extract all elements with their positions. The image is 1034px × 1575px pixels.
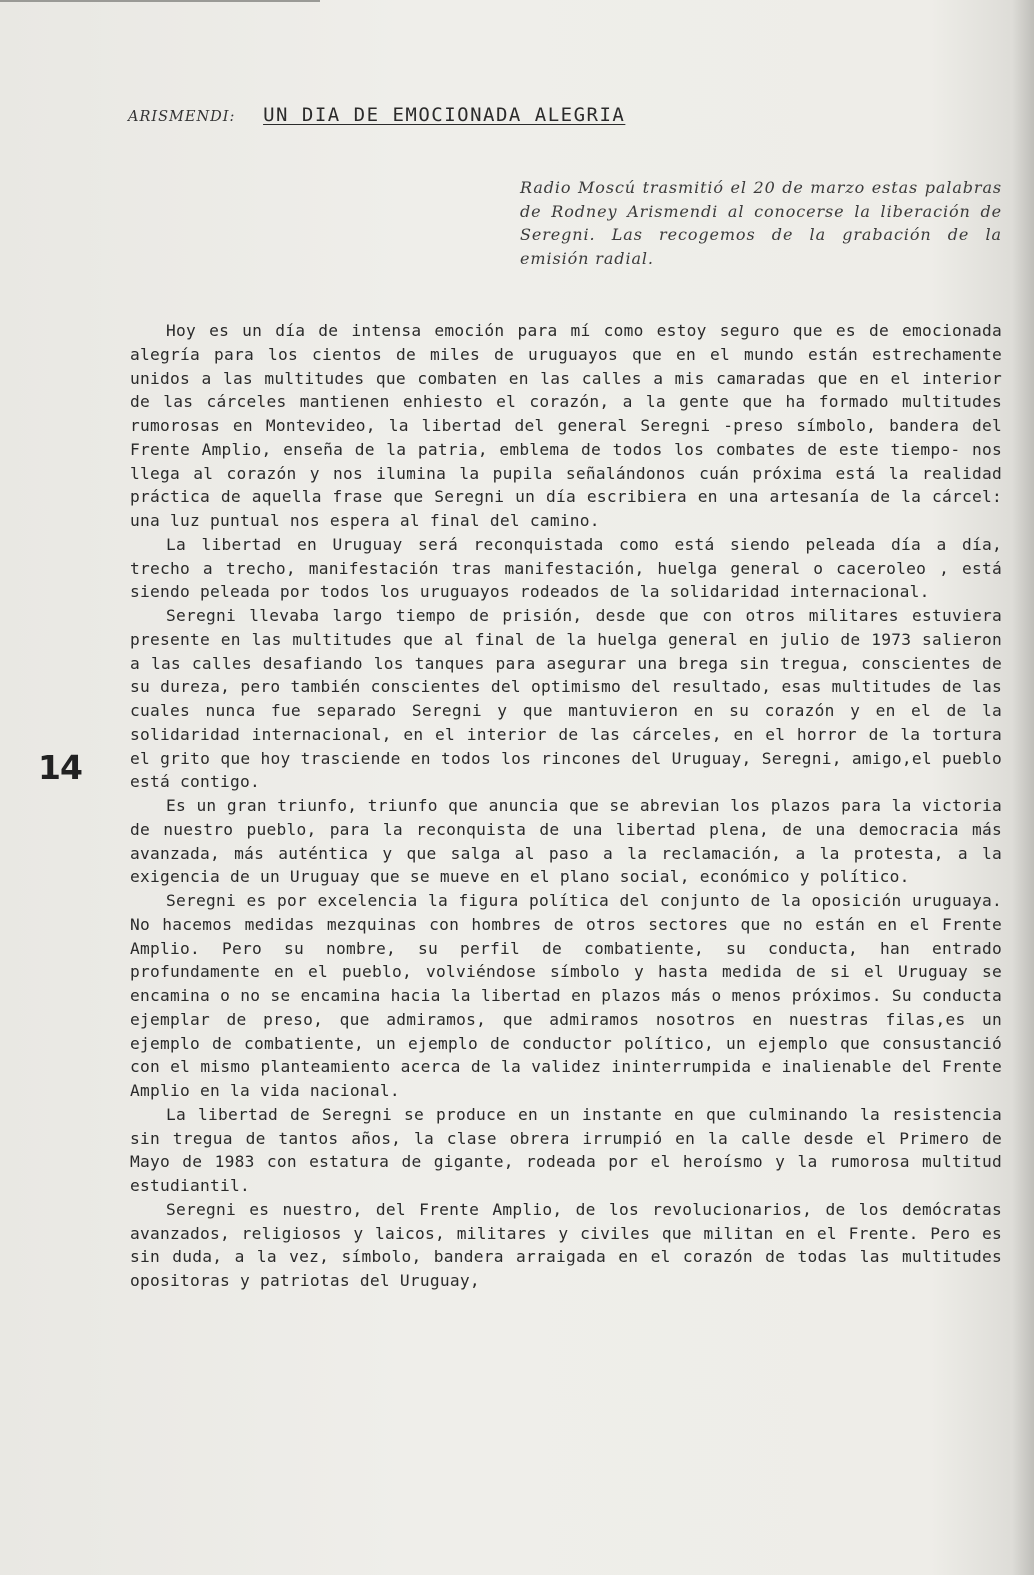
top-rule — [0, 0, 320, 2]
paragraph: Seregni es por excelencia la figura política del conjunto de la oposición uruguaya. No hacemos medidas mezquinas con hombres de otros sectores que no están en el Frente Amplio. Pero su nombre, su perfil de combatiente, su conducta, han entrado profundamente en el pueblo, volviéndose símbolo y hasta medida de si el Uruguay se encamina o no se encamina hacia la libertad en plazos más o menos próximos. Su conducta ejemplar de preso, que admiramos, que admiramos nosotros en nuestras filas,es un ejemplo de combatiente, un ejemplo de conductor político, un ejemplo que consustanció con el mismo planteamiento acerca de la validez ininterrumpida e inalienable del Frente Amplio en la vida nacional. — [130, 891, 1002, 1100]
article-title: UN DIA DE EMOCIONADA ALEGRIA — [263, 104, 626, 126]
author-label: ARISMENDI: — [128, 109, 236, 125]
paragraph: Hoy es un día de intensa emoción para mí como estoy seguro que es de emocionada alegría para los cientos de miles de uruguayos que en el mundo están estrechamente unidos a las multitudes que combaten en las calles a mis camaradas que en el interior de las cárceles mantienen enhiesto el corazón, a la gente que ha formado multitudes rumorosas en Montevideo, la libertad del general Seregni -preso símbolo, bandera del Frente Amplio, enseña de la patria, emblema de todos los combates de este tiempo- nos llega al corazón y nos ilumina la pupila señalándonos cuán próxima está la realidad práctica de aquella frase que Seregni un día escribiera en una artesanía de la cárcel: una luz puntual nos espera al final del camino. — [130, 321, 1002, 530]
page-number: 14 — [38, 748, 82, 787]
paragraph: La libertad en Uruguay será reconquistada como está siendo peleada día a día, trecho a trecho, manifestación tras manifestación, huelga general o caceroleo , está siendo peleada por todos los uruguayos rodeados de la solidaridad internacional. — [130, 534, 1002, 602]
article-header — [128, 104, 728, 132]
page-edge-shadow — [1012, 0, 1034, 1575]
article-body — [130, 319, 1002, 1293]
paragraph: Seregni llevaba largo tiempo de prisión, desde que con otros militares estuviera presente en las multitudes que al final de la huelga general en julio de 1973 salieron a las calles desafiando los tanques para asegurar una brega sin tregua, conscientes de su dureza, pero también conscientes del optimismo del resultado, esas multitudes de las cuales nunca fue separado Seregni y que mantuvieron en su corazón y en el de la solidaridad internacional, en el interior de las cárceles, en el horror de la tortura el grito que hoy trasciende en todos los rincones del Uruguay, Seregni, amigo,el pueblo está contigo. — [130, 606, 1002, 792]
paragraph: Seregni es nuestro, del Frente Amplio, de los revolucionarios, de los demócratas avanzados, religiosos y laicos, militares y civiles que militan en el Frente. Pero es sin duda, a la vez, símbolo, bandera arraigada en el corazón de todas las multitudes opositoras y patriotas del Uruguay, — [130, 1199, 1002, 1290]
paragraph: La libertad de Seregni se produce en un instante en que culminando la resistencia sin tregua de tantos años, la clase obrera irrumpió en la calle desde el Primero de Mayo de 1983 con estatura de gigante, rodeada por el heroísmo y la rumorosa multitud estudiantil. — [130, 1104, 1002, 1195]
intro-note: Radio Moscú trasmitió el 20 de marzo estas palabras de Rodney Arismendi al conocerse la liberación de Seregni. Las recogemos de la grabación de la emisión radial. — [520, 178, 1002, 268]
paragraph: Es un gran triunfo, triunfo que anuncia que se abrevian los plazos para la victoria de nuestro pueblo, para la reconquista de una libertad plena, de una democracia más avanzada, más auténtica y que salga al paso a la reclamación, a la protesta, a la exigencia de un Uruguay que se mueve en el plano social, económico y político. — [130, 796, 1002, 887]
